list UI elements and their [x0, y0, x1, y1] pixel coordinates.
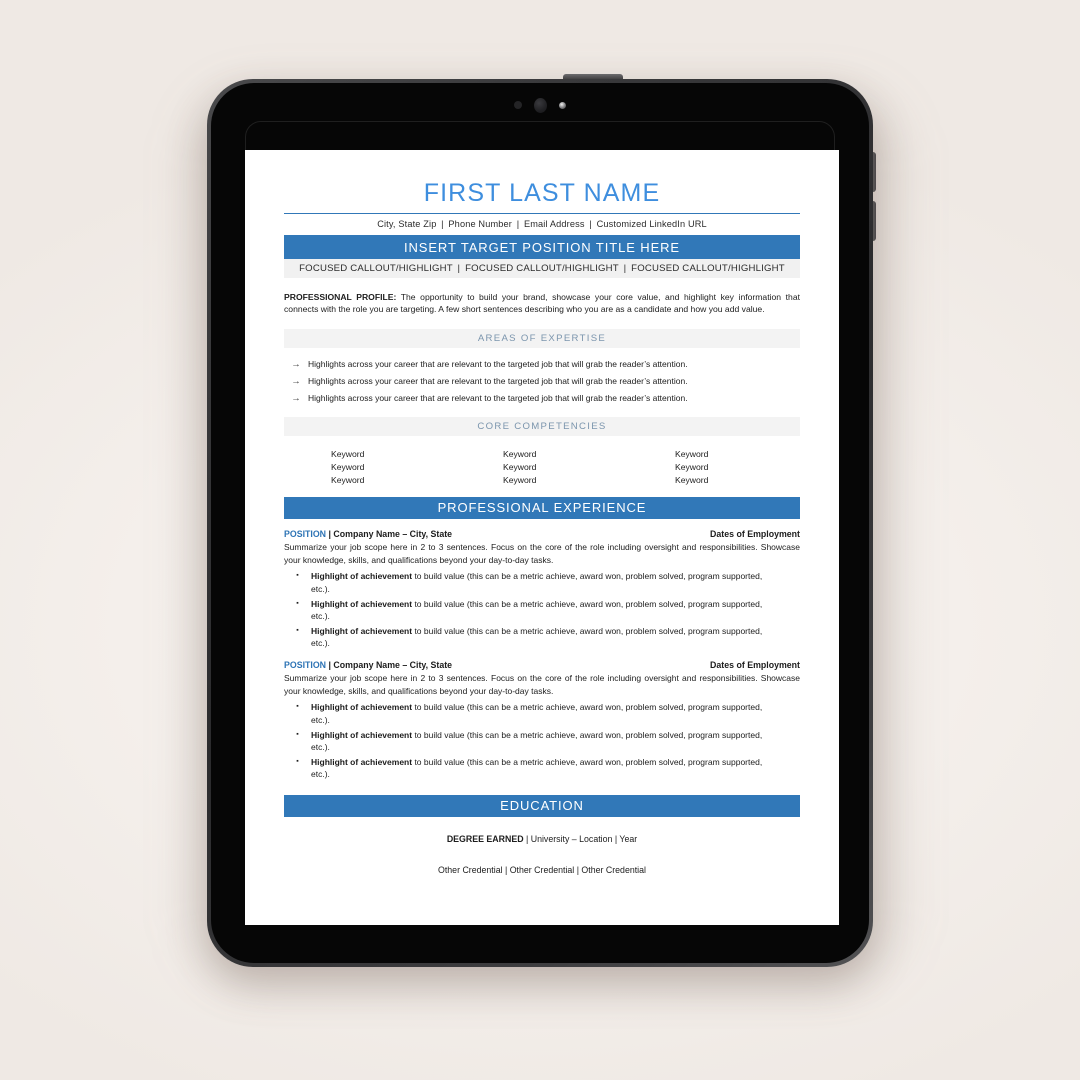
- experience-position: POSITION: [284, 660, 327, 671]
- education-degree-line: [284, 833, 800, 846]
- areas-of-expertise-list: [284, 348, 800, 418]
- keyword-item: Keyword: [675, 475, 709, 486]
- experience-dates: Dates of Employment: [710, 529, 800, 540]
- achievement-rest: to build value (this can be a metric achieve, award won, problem solved, program supported, etc.).: [311, 571, 763, 594]
- education-degree-rest: | University – Location | Year: [523, 834, 638, 845]
- core-competencies-column: [628, 448, 800, 487]
- core-competencies-column: [456, 448, 628, 487]
- section-heading-professional-experience: PROFESSIONAL EXPERIENCE: [284, 497, 800, 519]
- experience-entry-header: [284, 529, 800, 539]
- square-bullet-icon: ▪: [296, 703, 299, 711]
- section-heading-core-competencies: CORE COMPETENCIES: [284, 417, 800, 436]
- professional-profile-label: PROFESSIONAL PROFILE:: [284, 292, 397, 302]
- core-competencies-column: [284, 448, 456, 487]
- section-heading-education: EDUCATION: [284, 795, 800, 817]
- callout-separator: |: [457, 263, 461, 274]
- proximity-sensor-icon: [514, 101, 522, 109]
- contact-separator: |: [441, 219, 444, 229]
- square-bullet-icon: ▪: [296, 599, 299, 607]
- keyword-item: Keyword: [675, 449, 709, 460]
- achievement-bold: Highlight of achievement: [311, 756, 413, 767]
- experience-summary: Summarize your job scope here in 2 to 3 sentences. Focus on the core of the role including oversight and responsibilities. Showcase your knowledge, skills, and qualifications beyond your day-to-day tasks.: [284, 673, 800, 696]
- education-degree-bold: DEGREE EARNED: [446, 834, 524, 845]
- experience-separator: |: [328, 529, 331, 540]
- experience-entry-title: [284, 660, 452, 670]
- list-item-text: [311, 756, 800, 780]
- achievement-rest: to build value (this can be a metric achieve, award won, problem solved, program supported, etc.).: [311, 729, 763, 752]
- list-item: [284, 596, 800, 623]
- contact-linkedin: Customized LinkedIn URL: [596, 219, 707, 229]
- keyword-item: Keyword: [331, 462, 365, 473]
- list-item-text: Highlights across your career that are relevant to the targeted job that will grab the reader’s attention.: [308, 376, 688, 387]
- list-item-text: [311, 625, 800, 649]
- keyword-item: Keyword: [503, 462, 537, 473]
- contact-phone: Phone Number: [448, 219, 513, 229]
- callout-3: FOCUSED CALLOUT/HIGHLIGHT: [631, 263, 785, 274]
- list-item-text: [311, 570, 800, 594]
- callout-separator: |: [623, 263, 627, 274]
- square-bullet-icon: ▪: [296, 572, 299, 580]
- tablet-screen[interactable]: [245, 150, 839, 925]
- education-other-credentials: Other Credential | Other Credential | Other Credential: [438, 864, 646, 875]
- list-item: [284, 754, 800, 781]
- achievement-bold: Highlight of achievement: [311, 625, 413, 636]
- section-heading-areas-of-expertise: AREAS OF EXPERTISE: [284, 329, 800, 348]
- keyword-item: Keyword: [331, 449, 365, 460]
- square-bullet-icon: ▪: [296, 626, 299, 634]
- target-position-band: INSERT TARGET POSITION TITLE HERE: [284, 237, 800, 259]
- experience-entry-header: [284, 660, 800, 670]
- arrow-right-icon: →: [291, 358, 301, 370]
- sensor-cluster: [211, 98, 869, 112]
- experience-company: Company Name – City, State: [333, 529, 453, 540]
- keyword-item: Keyword: [503, 449, 537, 460]
- tablet-bezel: [211, 83, 869, 963]
- professional-profile-text: The opportunity to build your brand, showcase your core value, and highlight key information that connects with the role you are targeting. A few short sentences describing who you are as a candidate and how you add value.: [284, 292, 800, 315]
- tablet-device: [207, 79, 873, 967]
- contact-city: City, State Zip: [377, 219, 437, 229]
- list-item-text: Highlights across your career that are relevant to the targeted job that will grab the reader’s attention.: [308, 359, 688, 370]
- list-item-text: Highlights across your career that are relevant to the targeted job that will grab the reader’s attention.: [308, 393, 688, 404]
- list-item: [284, 356, 800, 373]
- professional-profile-paragraph: [284, 291, 800, 316]
- list-item: [284, 569, 800, 596]
- list-item-text: [311, 729, 800, 753]
- education-block: [284, 817, 800, 876]
- list-item: [284, 390, 800, 407]
- experience-entry: [284, 650, 800, 781]
- list-item: [284, 623, 800, 650]
- achievement-rest: to build value (this can be a metric achieve, award won, problem solved, program supported, etc.).: [311, 598, 763, 621]
- achievement-bold: Highlight of achievement: [311, 702, 413, 713]
- contact-email: Email Address: [523, 219, 585, 229]
- callouts-band: [284, 259, 800, 278]
- contact-separator: |: [589, 219, 592, 229]
- list-item-text: [311, 598, 800, 622]
- achievement-bold: Highlight of achievement: [311, 571, 413, 582]
- experience-summary: Summarize your job scope here in 2 to 3 sentences. Focus on the core of the role including oversight and responsibilities. Showcase your knowledge, skills, and qualifications beyond your day-to-day tasks.: [284, 542, 800, 565]
- callout-1: FOCUSED CALLOUT/HIGHLIGHT: [299, 263, 453, 274]
- ambient-light-sensor-icon: [559, 102, 566, 109]
- experience-entry: [284, 519, 800, 650]
- list-item: [284, 373, 800, 390]
- experience-position: POSITION: [284, 529, 327, 540]
- achievement-bold: Highlight of achievement: [311, 598, 413, 609]
- achievement-bold: Highlight of achievement: [311, 729, 413, 740]
- contact-separator: |: [516, 219, 520, 229]
- arrow-right-icon: →: [291, 375, 301, 387]
- callout-2: FOCUSED CALLOUT/HIGHLIGHT: [465, 263, 619, 274]
- experience-separator: |: [328, 660, 331, 671]
- contact-line: [284, 214, 800, 235]
- achievement-rest: to build value (this can be a metric achieve, award won, problem solved, program supported, etc.).: [311, 702, 763, 725]
- achievement-list: [284, 697, 800, 781]
- list-item: [284, 700, 800, 727]
- core-competencies-grid: [284, 436, 800, 497]
- keyword-item: Keyword: [675, 462, 709, 473]
- page-title: FIRST LAST NAME: [423, 179, 661, 207]
- list-item-text: [311, 701, 800, 725]
- square-bullet-icon: ▪: [296, 730, 299, 738]
- square-bullet-icon: ▪: [296, 757, 299, 765]
- resume-document: [245, 150, 839, 877]
- keyword-item: Keyword: [331, 475, 365, 486]
- front-camera-icon: [534, 98, 547, 113]
- achievement-rest: to build value (this can be a metric achieve, award won, problem solved, program supported, etc.).: [311, 756, 763, 779]
- experience-dates: Dates of Employment: [710, 660, 800, 671]
- arrow-right-icon: →: [291, 392, 301, 404]
- keyword-item: Keyword: [503, 475, 537, 486]
- experience-company: Company Name – City, State: [333, 660, 453, 671]
- experience-entry-title: [284, 529, 452, 539]
- achievement-rest: to build value (this can be a metric achieve, award won, problem solved, program supported, etc.).: [311, 625, 763, 648]
- achievement-list: [284, 566, 800, 650]
- list-item: [284, 727, 800, 754]
